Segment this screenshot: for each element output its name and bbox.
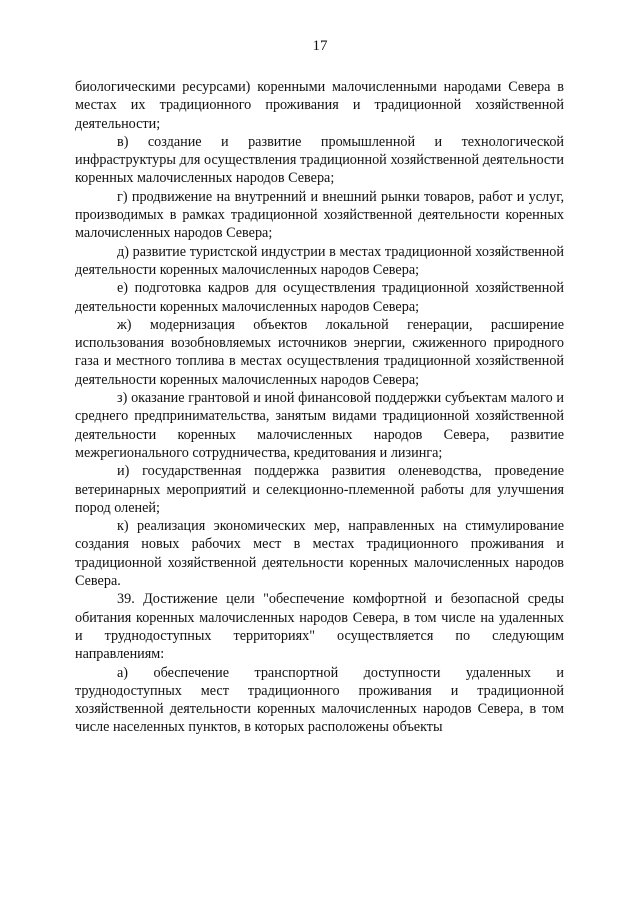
page-number: 17: [312, 38, 328, 54]
paragraph-continuation: биологическими ресурсами) коренными малочисленными народами Севера в местах их традиционного проживания и традиционной хозяйственной деятельности;: [75, 79, 564, 132]
paragraph-item-zh: ж) модернизация объектов локальной генерации, расширение использования возобновляемых источников энергии, сжиженного природного газа и местного топлива в местах осуществления традиционной хозяйственной деятельности коренных малочисленных народов Севера;: [75, 316, 564, 388]
paragraph-item-a: а) обеспечение транспортной доступности удаленных и труднодоступных мест традиционного проживания и традиционной хозяйственной деятельности коренных малочисленных народов Севера, в том числе населенных пунктов, в которых расположены объекты: [75, 664, 564, 736]
paragraph-item-z: з) оказание грантовой и иной финансовой поддержки субъектам малого и среднего предпринимательства, занятым видами традиционной хозяйственной деятельности коренных малочисленных народов Севера, развитие межрегионального сотрудничества, кредитования и лизинга;: [75, 390, 564, 461]
paragraph-item-v: в) создание и развитие промышленной и технологической инфраструктуры для осуществления традиционной хозяйственной деятельности коренных малочисленных народов Севера;: [75, 133, 564, 187]
paragraph-item-k: к) реализация экономических мер, направленных на стимулирование создания новых рабочих мест в местах традиционного проживания и традиционной хозяйственной деятельности коренных малочисленных народов Севера.: [75, 518, 564, 590]
paragraph-item-e: е) подготовка кадров для осуществления традиционной хозяйственной деятельности коренных малочисленных народов Севера;: [75, 280, 564, 315]
paragraph-item-d: д) развитие туристской индустрии в местах традиционной хозяйственной деятельности коренных малочисленных народов Севера;: [75, 243, 564, 278]
paragraph-item-i: и) государственная поддержка развития оленеводства, проведение ветеринарных мероприятий и селекционно-племенной работы для улучшения пород оленей;: [75, 463, 564, 516]
paragraph-section-39: 39. Достижение цели "обеспечение комфортной и безопасной среды обитания коренных малочисленных народов Севера, в том числе на удаленных и труднодоступных территориях" осуществляется по следующим направлениям:: [75, 591, 564, 663]
paragraph-item-g: г) продвижение на внутренний и внешний рынки товаров, работ и услуг, производимых в рамках традиционной хозяйственной деятельности коренных малочисленных народов Севера;: [75, 188, 564, 242]
document-body: [75, 78, 564, 737]
